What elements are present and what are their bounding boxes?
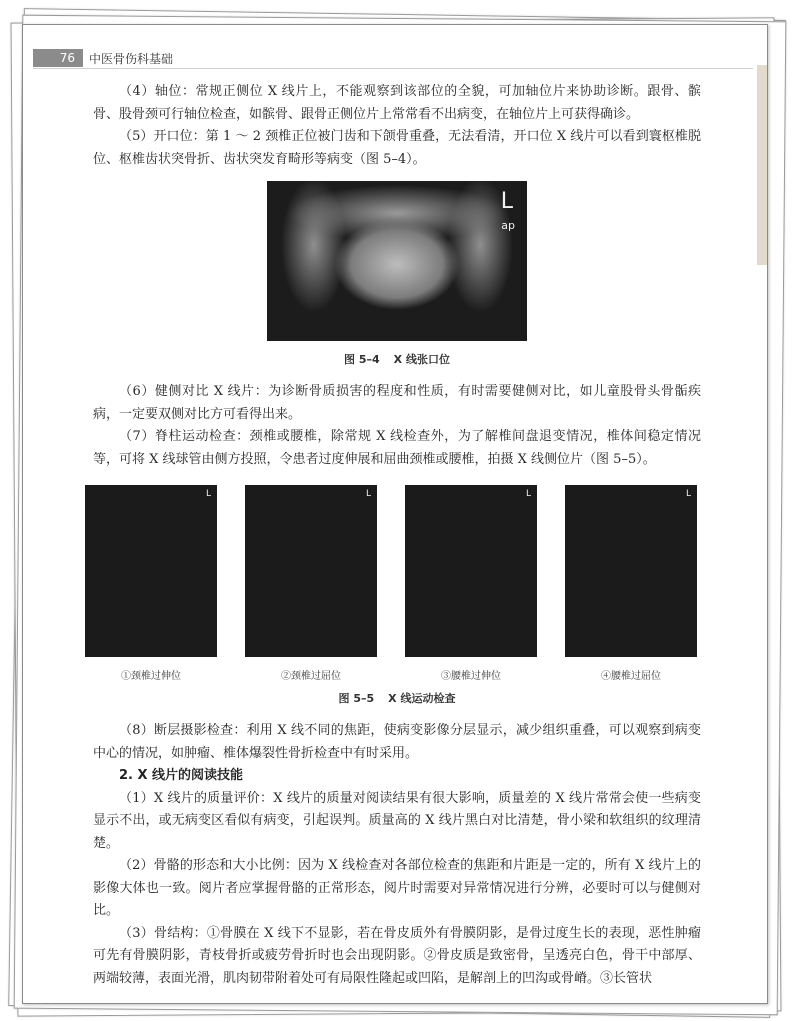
xray-view-marker: ap — [501, 219, 515, 232]
panel-caption: ④腰椎过屈位 — [601, 671, 661, 682]
paragraph-tomography: （8）断层摄影检查：利用 X 线不同的焦距，使病变影像分层显示，减少组织重叠，可以观察到病变中心的情况，如肿瘤、椎体爆裂性骨折检查中有时采用。 — [93, 723, 701, 761]
paragraph-axial-view: （4）轴位：常规正侧位 X 线片上，不能观察到该部位的全貌，可加轴位片来协助诊断。跟骨、髌骨、股骨颈可行轴位检查，如髌骨、跟骨正侧位片上常常看不出病变，在轴位片上可获得确诊。 — [93, 84, 701, 122]
figure-5-4-caption — [93, 351, 701, 367]
page-number: 76 — [33, 49, 83, 67]
xray-side-marker: L — [365, 489, 371, 499]
xray-side-marker: L — [525, 489, 531, 499]
figure-title: X 线运动检查 — [388, 692, 456, 705]
panel-caption: ②颈椎过屈位 — [281, 671, 341, 682]
xray-side-marker: L — [685, 489, 691, 499]
book-page — [22, 24, 768, 1004]
figure-5-5-panel-1 — [85, 485, 217, 682]
section-heading: 2. X 线片的阅读技能 — [119, 768, 244, 783]
cervical-extension-xray — [85, 485, 217, 657]
figure-title: X 线张口位 — [393, 353, 450, 366]
open-mouth-xray-image — [267, 181, 527, 341]
paragraph-quality-evaluation: （1）X 线片的质量评价：X 线片的质量对阅读结果有很大影响，质量差的 X 线片常常会使一些病变显示不出，或无病变区看似有病变，引起误判。质量高的 X 线片黑白对比清楚，骨小梁和软组织的纹理清楚。 — [93, 790, 701, 851]
running-header — [33, 47, 753, 69]
cervical-flexion-xray — [245, 485, 377, 657]
paragraph-contralateral-comparison: （6）健侧对比 X 线片：为诊断骨质损害的程度和性质，有时需要健侧对比，如儿童股骨头骨骺疾病，一定要双侧对比方可看得出来。 — [93, 384, 701, 422]
lumbar-extension-xray — [405, 485, 537, 657]
page-edge-shadow — [757, 65, 767, 265]
figure-5-5-panel-4 — [565, 485, 697, 682]
paragraph-bone-shape: （2）骨骼的形态和大小比例：因为 X 线检查对各部位检查的焦距和片距是一定的，所有 X 线片上的影像大体也一致。阅片者应掌握骨骼的正常形态，阅片时需要对异常情况进行分辨，必要时可以与健侧对比。 — [93, 858, 701, 918]
figure-number: 图 5–4 — [344, 353, 380, 366]
lumbar-flexion-xray — [565, 485, 697, 657]
figure-number: 图 5–5 — [338, 692, 375, 705]
figure-5-5-xray-set — [85, 485, 697, 682]
figure-5-4-xray — [267, 181, 527, 341]
xray-side-marker: L — [500, 189, 513, 214]
panel-caption: ③腰椎过伸位 — [441, 671, 501, 682]
header-divider — [33, 68, 753, 69]
xray-side-marker: L — [205, 489, 211, 499]
panel-caption: ①颈椎过伸位 — [121, 671, 181, 682]
page-body — [93, 81, 701, 990]
paragraph-bone-structure: （3）骨结构：①骨膜在 X 线下不显影，若在骨皮质外有骨膜阴影，是骨过度生长的表现，恶性肿瘤可先有骨膜阴影，青枝骨折或疲劳骨折时也会出现阴影。②骨皮质是致密骨，呈透亮白色，骨干中部厚、两端较薄，表面光滑，肌肉韧带附着处可有局限性隆起或凹陷，是解剖上的凹沟或骨嵴。③长管状 — [93, 925, 701, 986]
figure-5-5-panel-3 — [405, 485, 537, 682]
figure-5-5-caption — [93, 690, 701, 706]
paragraph-spine-motion: （7）脊柱运动检查：颈椎或腰椎，除常规 X 线检查外，为了解椎间盘退变情况，椎体间稳定情况等，可将 X 线球管由侧方投照，令患者过度伸展和屈曲颈椎或腰椎，拍摄 X 线侧位片（图 5–5）。 — [93, 429, 701, 467]
book-title: 中医骨伤科基础 — [89, 51, 174, 66]
figure-5-5-panel-2 — [245, 485, 377, 682]
paragraph-open-mouth-view: （5）开口位：第 1 ～ 2 颈椎正位被门齿和下颌骨重叠，无法看清，开口位 X 线片可以看到寰枢椎脱位、枢椎齿状突骨折、齿状突发育畸形等病变（图 5–4）。 — [93, 129, 701, 167]
